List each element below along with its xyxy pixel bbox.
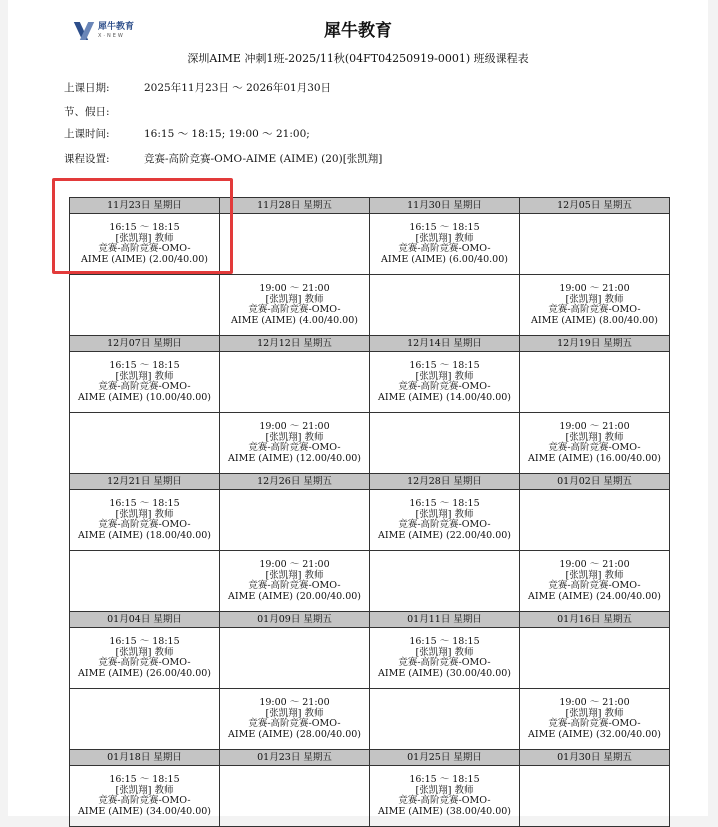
session-line: AIME (AIME) (34.00/40.00)	[77, 805, 211, 817]
session-line: 16:15 ～ 18:15	[109, 360, 180, 371]
session-cell	[220, 766, 370, 827]
session-line: 19:00 ～ 21:00	[259, 697, 330, 708]
date-header-row	[70, 474, 670, 490]
session-line: 19:00 ～ 21:00	[259, 421, 330, 432]
session-line: [张凯翔] 教师	[115, 646, 174, 658]
date-header: 12月19日 星期五	[520, 336, 670, 352]
session-line: 16:15 ～ 18:15	[409, 222, 480, 233]
page-title: 犀牛教育	[324, 21, 392, 41]
date-header: 12月07日 星期日	[70, 336, 220, 352]
session-line: [张凯翔] 教师	[265, 707, 324, 719]
session-line: 19:00 ～ 21:00	[259, 283, 330, 294]
session-cell	[220, 689, 370, 750]
session-line: AIME (AIME) (16.00/40.00)	[527, 452, 661, 464]
session-line: 竞赛-高阶竞赛-OMO-	[98, 519, 191, 530]
session-line: 竞赛-高阶竞赛-OMO-	[398, 381, 491, 392]
session-cell	[220, 214, 370, 275]
session-cell	[70, 628, 220, 689]
session-line: AIME (AIME) (8.00/40.00)	[531, 314, 658, 326]
date-header-row	[70, 336, 670, 352]
session-cell	[520, 628, 670, 689]
session-line: 竞赛-高阶竞赛-OMO-	[248, 718, 341, 729]
session-cell	[520, 490, 670, 551]
session-line: 竞赛-高阶竞赛-OMO-	[548, 442, 641, 453]
session-line: AIME (AIME) (6.00/40.00)	[381, 253, 508, 265]
info-time-row	[64, 126, 310, 141]
session-cell	[370, 689, 520, 750]
session-cell	[70, 352, 220, 413]
session-cell	[520, 413, 670, 474]
session-line: 竞赛-高阶竞赛-OMO-	[398, 519, 491, 530]
date-header: 01月11日 星期日	[370, 612, 520, 628]
session-cell	[520, 766, 670, 827]
session-line: [张凯翔] 教师	[565, 431, 624, 443]
session-cell	[370, 628, 520, 689]
session-line: [张凯翔] 教师	[415, 784, 474, 796]
session-line: 19:00 ～ 21:00	[559, 283, 630, 294]
session-line: 竞赛-高阶竞赛-OMO-	[248, 304, 341, 315]
session-cell	[520, 275, 670, 336]
session-cell	[370, 413, 520, 474]
session-cell	[220, 275, 370, 336]
session-cell	[220, 490, 370, 551]
session-cell	[370, 766, 520, 827]
date-header-row	[70, 750, 670, 766]
session-cell	[220, 413, 370, 474]
session-line: AIME (AIME) (18.00/40.00)	[77, 529, 211, 541]
session-line: AIME (AIME) (2.00/40.00)	[81, 253, 208, 265]
info-course-row	[64, 151, 382, 166]
date-header: 01月30日 星期五	[520, 750, 670, 766]
info-holiday-label: 节、假日:	[64, 106, 110, 118]
session-cell	[370, 490, 520, 551]
session-line: [张凯翔] 教师	[115, 784, 174, 796]
session-line: AIME (AIME) (12.00/40.00)	[227, 452, 361, 464]
session-line: 16:15 ～ 18:15	[409, 774, 480, 785]
session-line: [张凯翔] 教师	[565, 293, 624, 305]
session-line: 16:15 ～ 18:15	[409, 636, 480, 647]
date-header: 12月26日 星期五	[220, 474, 370, 490]
info-date-label: 上课日期:	[64, 82, 110, 94]
session-cell	[370, 214, 520, 275]
session-cell	[520, 551, 670, 612]
date-header: 01月09日 星期五	[220, 612, 370, 628]
session-line: 竞赛-高阶竞赛-OMO-	[548, 718, 641, 729]
session-line: AIME (AIME) (20.00/40.00)	[227, 590, 361, 602]
session-cell	[220, 551, 370, 612]
schedule-table	[69, 197, 670, 827]
date-header: 01月25日 星期日	[370, 750, 520, 766]
info-date-value: 2025年11月23日 ～ 2026年01月30日	[144, 82, 332, 94]
session-row	[70, 766, 670, 827]
session-line: AIME (AIME) (10.00/40.00)	[77, 391, 211, 403]
session-cell	[70, 689, 220, 750]
session-cell	[70, 275, 220, 336]
session-line: 竞赛-高阶竞赛-OMO-	[548, 304, 641, 315]
session-cell	[220, 628, 370, 689]
session-line: [张凯翔] 教师	[415, 232, 474, 244]
session-line: [张凯翔] 教师	[115, 508, 174, 520]
session-row	[70, 413, 670, 474]
session-line: 竞赛-高阶竞赛-OMO-	[98, 381, 191, 392]
info-holiday-row	[64, 104, 144, 119]
date-header: 12月21日 星期日	[70, 474, 220, 490]
session-line: 16:15 ～ 18:15	[109, 774, 180, 785]
session-line: 16:15 ～ 18:15	[409, 498, 480, 509]
session-line: 竞赛-高阶竞赛-OMO-	[398, 243, 491, 254]
session-line: AIME (AIME) (14.00/40.00)	[377, 391, 511, 403]
session-line: AIME (AIME) (4.00/40.00)	[231, 314, 358, 326]
session-line: [张凯翔] 教师	[265, 569, 324, 581]
date-header: 01月16日 星期五	[520, 612, 670, 628]
session-line: 16:15 ～ 18:15	[109, 498, 180, 509]
session-line: 竞赛-高阶竞赛-OMO-	[398, 657, 491, 668]
info-course-value: 竞赛-高阶竞赛-OMO-AIME (AIME) (20)[张凯翔]	[144, 153, 383, 165]
session-cell	[520, 352, 670, 413]
session-line: 19:00 ～ 21:00	[559, 559, 630, 570]
session-row	[70, 551, 670, 612]
session-line: [张凯翔] 教师	[265, 431, 324, 443]
session-line: 竞赛-高阶竞赛-OMO-	[98, 657, 191, 668]
session-line: AIME (AIME) (30.00/40.00)	[377, 667, 511, 679]
session-line: 16:15 ～ 18:15	[409, 360, 480, 371]
info-time-label: 上课时间:	[64, 128, 110, 140]
session-line: [张凯翔] 教师	[415, 646, 474, 658]
session-cell	[70, 490, 220, 551]
session-line: 16:15 ～ 18:15	[109, 636, 180, 647]
session-cell	[370, 275, 520, 336]
session-line: 16:15 ～ 18:15	[109, 222, 180, 233]
session-cell	[520, 214, 670, 275]
date-header: 12月28日 星期日	[370, 474, 520, 490]
session-line: 竞赛-高阶竞赛-OMO-	[248, 580, 341, 591]
session-row	[70, 490, 670, 551]
date-header: 11月28日 星期五	[220, 198, 370, 214]
session-cell	[370, 551, 520, 612]
date-header: 12月14日 星期日	[370, 336, 520, 352]
session-line: 竞赛-高阶竞赛-OMO-	[98, 795, 191, 806]
session-cell	[370, 352, 520, 413]
session-cell	[220, 352, 370, 413]
session-row	[70, 352, 670, 413]
session-line: [张凯翔] 教师	[415, 370, 474, 382]
session-cell	[70, 413, 220, 474]
date-header: 12月05日 星期五	[520, 198, 670, 214]
session-line: [张凯翔] 教师	[415, 508, 474, 520]
session-line: 19:00 ～ 21:00	[559, 421, 630, 432]
session-line: AIME (AIME) (26.00/40.00)	[77, 667, 211, 679]
session-line: 19:00 ～ 21:00	[259, 559, 330, 570]
session-line: 竞赛-高阶竞赛-OMO-	[398, 795, 491, 806]
session-row	[70, 689, 670, 750]
date-header: 11月30日 星期日	[370, 198, 520, 214]
session-cell	[520, 689, 670, 750]
date-header: 01月23日 星期五	[220, 750, 370, 766]
session-line: AIME (AIME) (22.00/40.00)	[377, 529, 511, 541]
info-time-value: 16:15 ～ 18:15; 19:00 ～ 21:00;	[144, 128, 310, 140]
session-line: 竞赛-高阶竞赛-OMO-	[548, 580, 641, 591]
highlight-box	[52, 178, 233, 274]
session-line: [张凯翔] 教师	[565, 707, 624, 719]
session-cell	[70, 551, 220, 612]
info-date-row	[64, 80, 331, 95]
session-line: [张凯翔] 教师	[265, 293, 324, 305]
logo-tagline: X·NEW	[98, 33, 125, 39]
date-header: 01月04日 星期日	[70, 612, 220, 628]
session-line: [张凯翔] 教师	[115, 370, 174, 382]
session-line: [张凯翔] 教师	[115, 232, 174, 244]
session-line: 竞赛-高阶竞赛-OMO-	[98, 243, 191, 254]
info-course-label: 课程设置:	[64, 153, 110, 165]
date-header: 11月23日 星期日	[70, 198, 220, 214]
date-header: 12月12日 星期五	[220, 336, 370, 352]
date-header-row	[70, 612, 670, 628]
session-line: AIME (AIME) (28.00/40.00)	[227, 728, 361, 740]
session-line: [张凯翔] 教师	[565, 569, 624, 581]
date-header: 01月02日 星期五	[520, 474, 670, 490]
page-subtitle: 深圳AIME 冲刺1班-2025/11秋(04FT04250919-0001) 班级课程表	[187, 52, 529, 65]
session-line: 19:00 ～ 21:00	[559, 697, 630, 708]
schedule-page	[8, 0, 708, 816]
session-line: AIME (AIME) (24.00/40.00)	[527, 590, 661, 602]
session-cell	[70, 766, 220, 827]
session-line: AIME (AIME) (38.00/40.00)	[377, 805, 511, 817]
session-row	[70, 628, 670, 689]
session-line: 竞赛-高阶竞赛-OMO-	[248, 442, 341, 453]
session-line: AIME (AIME) (32.00/40.00)	[527, 728, 661, 740]
session-row	[70, 275, 670, 336]
logo-name: 犀牛教育	[98, 22, 135, 32]
date-header: 01月18日 星期日	[70, 750, 220, 766]
